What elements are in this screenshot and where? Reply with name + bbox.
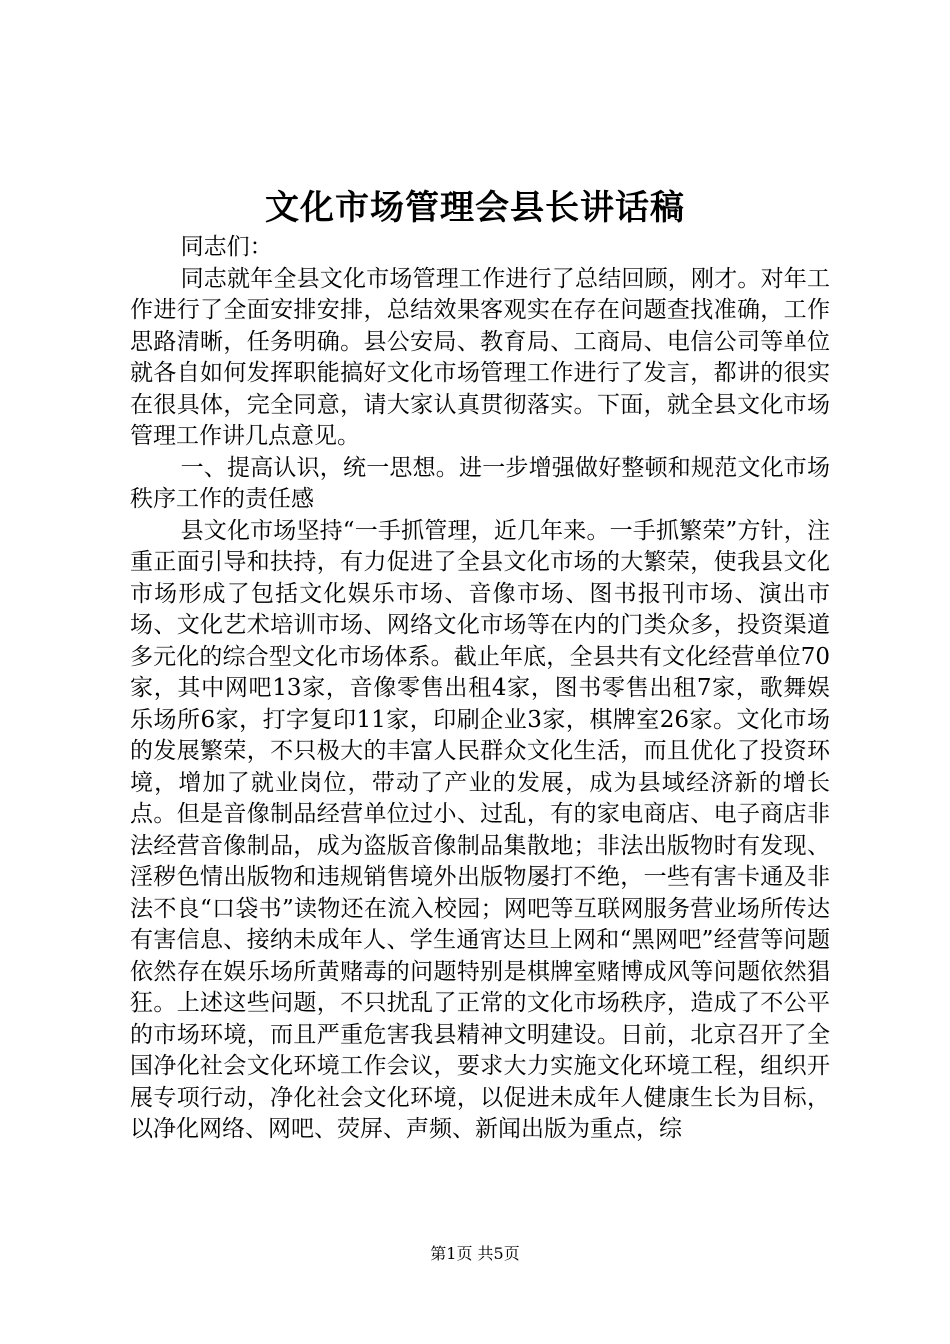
page-footer <box>0 1243 950 1265</box>
document-title: 文化市场管理会县长讲话稿 <box>265 188 685 228</box>
page-indicator: 第1页 共5页 <box>430 1244 520 1263</box>
salutation-paragraph: 同志们： <box>180 234 273 260</box>
body-paragraph: 同志就年全县文化市场管理工作进行了总结回顾，刚才。对年工作进行了全面安排安排，总结效果客观实在存在问题查找准确，工作思路清晰，任务明确。县公安局、教育局、工商局、电信公司等单位就各自如何发挥职能搞好文化市场管理工作进行了发言，都讲的很实在很具体，完全同意，请大家认真贯彻落实。下面，就全县文化市场管理工作讲几点意见。 <box>130 265 830 449</box>
document-body <box>130 232 830 1146</box>
body-paragraph: 县文化市场坚持“一手抓管理，近几年来。一手抓繁荣”方针，注重正面引导和扶持，有力促进了全县文化市场的大繁荣，使我县文化市场形成了包括文化娱乐市场、音像市场、图书报刊市场、演出市场、文化艺术培训市场、网络文化市场等在内的门类众多，投资渠道多元化的综合型文化市场体系。截止年底，全县共有文化经营单位70家，其中网吧13家，音像零售出租4家，图书零售出租7家，歌舞娱乐场所6家，打字复印11家，印刷企业3家，棋牌室26家。文化市场的发展繁荣，不只极大的丰富人民群众文化生活，而且优化了投资环境，增加了就业岗位，带动了产业的发展，成为县域经济新的增长点。但是音像制品经营单位过小、过乱，有的家电商店、电子商店非法经营音像制品，成为盗版音像制品集散地；非法出版物时有发现、淫秽色情出版物和违规销售境外出版物屡打不绝，一些有害卡通及非法不良“口袋书”读物还在流入校园；网吧等互联网服务营业场所传达有害信息、接纳未成年人、学生通宵达旦上网和“黑网吧”经营等问题依然存在娱乐场所黄赌毒的问题特别是棋牌室赌博成风等问题依然猖狂。上述这些问题，不只扰乱了正常的文化市场秩序，造成了不公平的市场环境，而且严重危害我县精神文明建设。日前，北京召开了全国净化社会文化环境工作会议，要求大力实施文化环境工程，组织开展专项行动，净化社会文化环境，以促进未成年人健康生长为目标，以净化网络、网吧、荧屏、声频、新闻出版为重点，综 <box>130 517 830 1142</box>
section-heading-paragraph: 一、提高认识，统一思想。进一步增强做好整顿和规范文化市场秩序工作的责任感 <box>130 454 830 512</box>
